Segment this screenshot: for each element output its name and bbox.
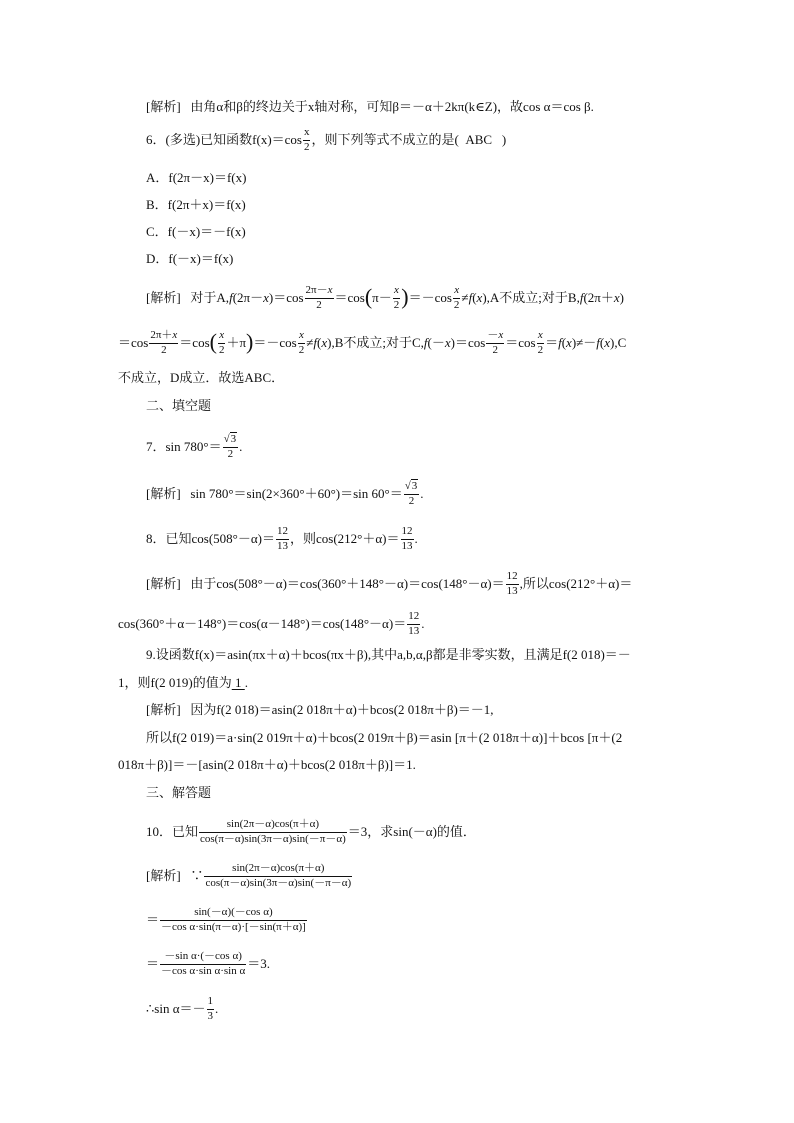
analysis-label: [解析]	[146, 99, 181, 114]
q10-analysis-line-1: [解析] ∵ $\frac{\sin(2\pi-\alpha)\cos(\pi+\alpha)}{\cos(\pi-\alpha)\sin(3\pi-\alpha)\sin(-\pi-\alpha)}$	[146, 862, 352, 889]
section-solve: 三、解答题	[146, 785, 212, 800]
q10-stem: 10．已知 $\frac{\sin(2\pi-\alpha)\cos(\pi+\alpha)}{\cos(\pi-\alpha)\sin(3\pi-\alpha)\sin(-\pi-\alpha)}$ ＝3，求sin(－α)的值．	[146, 818, 476, 845]
q9-analysis-line-3: 018π＋β)]＝－[asin(2 018π＋α)＋bcos(2 018π＋β)]＝1.	[118, 757, 416, 772]
q7-analysis: [解析] sin 780°＝sin(2×360°＋60°)＝sin 60°＝ $\frac{√3}{2}$ .	[146, 480, 424, 507]
q6-option-d: D．f(－x)＝f(x)	[146, 251, 234, 266]
q6-analysis-line-1: [解析] 对于A,f(2π－x)＝cos $\frac{2\pi-x}{2}$ ＝cos(π－ $\frac{x}{2}$ )＝－cos $\frac{x}{2}$ ≠f(x),A不成立;对于B,f(2π＋x)	[146, 284, 624, 311]
q5-analysis-line	[146, 100, 594, 113]
q6-option-b: B．f(2π＋x)＝f(x)	[146, 197, 246, 212]
q6-option-a: A．f(2π－x)＝f(x)	[146, 170, 247, 185]
q9-stem-line-1: 9.设函数f(x)＝asin(πx＋α)＋bcos(πx＋β),其中a,b,α,β都是非零实数，且满足f(2 018)＝－	[146, 647, 631, 662]
q7-stem: 7．sin 780°＝ $\frac{√3}{2}$ .	[146, 433, 243, 460]
q8-stem: 8．已知cos(508°－α)＝ $\frac{12}{13}$ ，则cos(212°＋α)＝ $\frac{12}{13}$ .	[146, 525, 418, 552]
q10-analysis-line-2: ＝ $\frac{\text{sin(－α)(－cos α)}}{\text{－cos α·sin(π－α)·[－sin(π＋α)]}}$	[146, 906, 306, 933]
q6-option-c: C．f(－x)＝－f(x)	[146, 224, 246, 239]
q6-stem: 6．(多选)已知函数f(x)＝cos $\frac{x}{2}$ ，则下列等式不成立的是( ABC )	[146, 126, 507, 153]
q6-analysis-line-2: ＝cos $\frac{2\pi+x}{2}$ ＝cos( $\frac{x}{2}$ ＋π)＝－cos $\frac{x}{2}$ ≠f(x),B不成立;对于C,f(－x)＝cos $\frac{-x}{2}$ ＝cos $\frac{x}{2}$ ＝f(x)≠－f(x),C	[118, 329, 627, 356]
q8-answer: $\frac{12}{13}$	[401, 525, 413, 552]
section-fill-blank: 二、填空题	[146, 398, 212, 413]
q5-analysis-text: 由角α和β的终边关于x轴对称，可知β＝－α＋2kπ(k∈Z)，故cos α＝cos β.	[190, 99, 594, 114]
q6-analysis-line-3: 不成立，D成立．故选ABC．	[118, 370, 285, 385]
q9-analysis-line-1: [解析] 因为f(2 018)＝asin(2 018π＋α)＋bcos(2 018π＋β)＝－1,	[146, 702, 494, 717]
q9-answer: 1	[235, 675, 242, 690]
q9-analysis-line-2: 所以f(2 019)＝a·sin(2 019π＋α)＋bcos(2 019π＋β)＝asin [π＋(2 018π＋α)]＋bcos [π＋(2	[146, 730, 623, 745]
q10-conclusion: ∴sin α＝－ $\frac{1}{3}$ .	[146, 995, 219, 1022]
q7-answer: $\frac{√3}{2}$	[223, 433, 237, 460]
q8-analysis-line-1: [解析] 由于cos(508°－α)＝cos(360°＋148°－α)＝cos(148°－α)＝ $\frac{12}{13}$ ,所以cos(212°＋α)＝	[146, 570, 633, 597]
q10-analysis-line-3: ＝ $\frac{\text{－sin α·(－cos α)}}{\text{－cos α·sin α·sin α}}$ ＝3.	[146, 950, 270, 977]
q8-analysis-line-2: cos(360°＋α－148°)＝cos(α－148°)＝cos(148°－α)＝ $\frac{12}{13}$ .	[118, 610, 425, 637]
fraction-x-over-2: $\frac{x}{2}$	[303, 126, 310, 153]
q6-answer: ABC	[465, 132, 493, 148]
q10-fraction: $\frac{\sin(2\pi-\alpha)\cos(\pi+\alpha)}{\cos(\pi-\alpha)\sin(3\pi-\alpha)\sin(-\pi-\alpha)}$	[200, 818, 346, 845]
q9-stem-line-2: 1，则f(2 019)的值为 1 .	[118, 675, 248, 690]
